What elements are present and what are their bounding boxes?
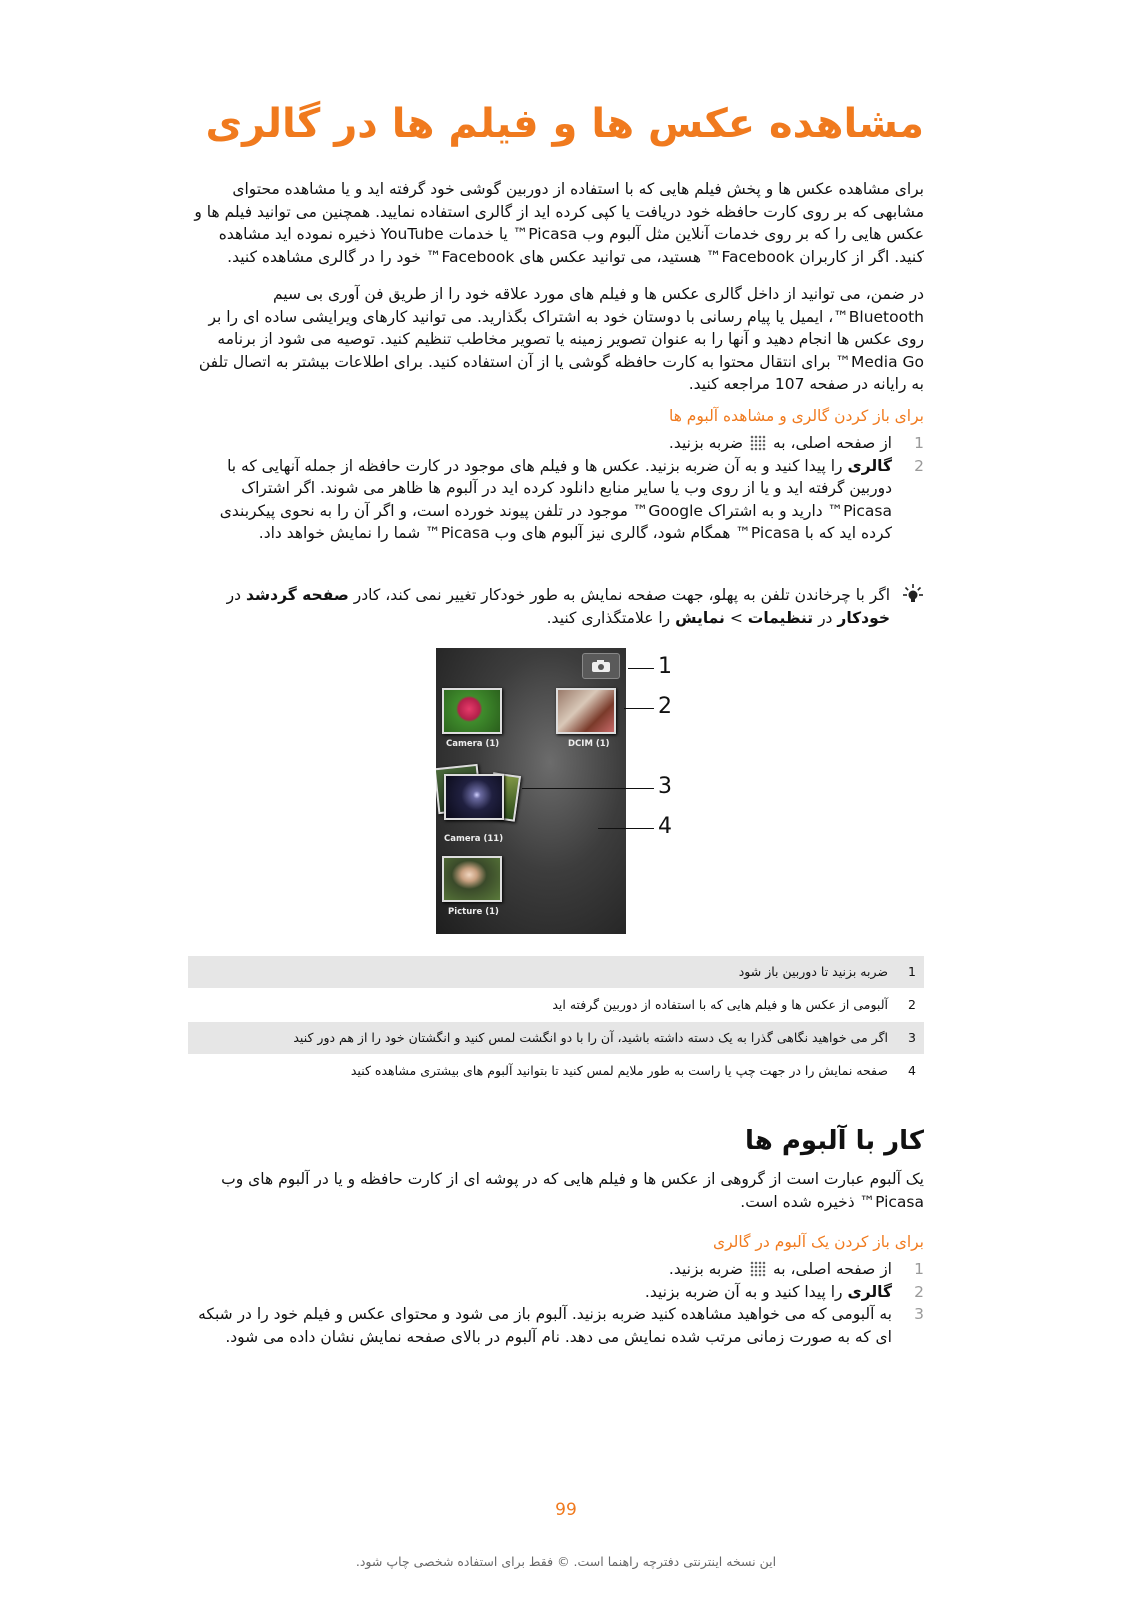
legend-number: 1	[908, 964, 916, 979]
app-grid-icon	[750, 1261, 766, 1277]
legend-row	[188, 955, 924, 988]
step-3	[186, 1303, 924, 1348]
album-thumbnail	[444, 774, 504, 820]
album-label: DCIM (1)	[568, 739, 610, 749]
tip-text: را علامتگذاری کنید.	[546, 608, 671, 627]
legend-row	[188, 1021, 924, 1054]
album-label: Camera (1)	[446, 739, 500, 749]
album-label: Camera (11)	[444, 834, 504, 844]
tip-bold: خودکار	[837, 608, 890, 627]
step-2	[186, 455, 924, 545]
gallery-keyword: گالری	[847, 456, 892, 475]
album-thumbnail	[556, 688, 616, 734]
step-text: ضربه بزنید.	[668, 1260, 744, 1278]
legend-text: ضربه بزنید تا دوربین باز شود	[738, 964, 888, 979]
step-text: به آلبومی که می خواهید مشاهده کنید ضربه بزنید. آلبوم باز می شود و محتوای عکس و فیلم خود را در شبکه ای که به صورت زمانی مرتب شده نمایش می دهد. نام آلبوم در بالای صفحه نمایش نشان داده می شود.	[198, 1305, 892, 1346]
section2-paragraph: یک آلبوم عبارت است از گروهی از عکس ها و فیلم هایی که در پوشه ای از کارت حافظه و یا در آلبوم های وب Picasa™ ذخیره شده است.	[221, 1170, 924, 1211]
legend-text: اگر می خواهید نگاهی گذرا به یک دسته داشته باشید، آن را با دو انگشت لمس کنید و انگشتان خود را از هم دور کنید	[293, 1030, 888, 1045]
legend-table	[188, 955, 924, 1087]
step-text: از صفحه اصلی، به	[772, 434, 892, 452]
album-picture[interactable]	[442, 856, 512, 934]
step-text: را پیدا کنید و به آن ضربه بزنید. عکس ها و فیلم های موجود در کارت حافظه از جمله آنهایی که با دوربین گرفته اید و یا از روی وب یا سایر منابع دانلود کرده اید در آلبوم ها ظاهر می شوند. اگر اشتراک Picasa™ دارید و به اشتراک Google™ موجود در تلفن پیوند خورده است، و اگر آن را به نحوی پیکربندی کرده اید که با Picasa™ همگام شود، گالری نیز آلبوم های وب Picasa™ شما را نمایش خواهد داد.	[219, 456, 892, 542]
legend-row	[188, 988, 924, 1021]
step-2	[186, 1281, 924, 1304]
section1-heading: برای باز کردن گالری و مشاهده آلبوم ها	[668, 407, 924, 425]
step-number: 3	[914, 1305, 924, 1323]
tip-text: اگر با چرخاندن تلفن به پهلو، جهت صفحه نمایش به طور خودکار تغییر نمی کند، کادر	[353, 586, 890, 604]
gallery-screenshot	[436, 648, 626, 934]
callout-line	[628, 668, 654, 669]
section1-steps	[186, 432, 924, 545]
step-number: 1	[914, 434, 924, 452]
step-number: 2	[914, 1282, 924, 1301]
album-label: Picture (1)	[448, 907, 499, 917]
section2-subheading: برای باز کردن یک آلبوم در گالری	[713, 1233, 924, 1251]
album-thumbnail	[442, 856, 502, 902]
step-number: 1	[914, 1260, 924, 1278]
app-grid-icon	[750, 435, 766, 451]
tip-text: در	[818, 608, 833, 627]
page-number: 99	[555, 1500, 577, 1520]
legend-text: آلبومی از عکس ها و فیلم هایی که با استفاده از دوربین گرفته اید	[552, 997, 888, 1012]
lightbulb-icon	[900, 582, 926, 608]
tip-separator: >	[729, 608, 743, 627]
step-1	[186, 432, 924, 455]
step-text: را پیدا کنید و به آن ضربه بزنید.	[644, 1282, 843, 1301]
intro-paragraph-2: در ضمن، می توانید از داخل گالری عکس ها و فیلم های مورد علاقه خود را از طریق فن آوری بی سیم Bluetooth™، ایمیل یا پیام رسانی با دوستان خود به اشتراک بگذارید. می توانید کارهای ویرایشی ساده ای را بر روی عکس ها انجام دهید و آنها را به عنوان تصویر زمینه یا تصویر مخاطب تنظیم کنید. توصیه می شود از برنامه Media Go™ برای انتقال محتوا به کارت حافظه گوشی یا از آن استفاده کنید. برای اطلاعات بیشتر به اتصال تلفن به رایانه در صفحه 107 مراجعه کنید.	[198, 285, 924, 393]
camera-button[interactable]	[582, 653, 620, 679]
step-1	[186, 1258, 924, 1281]
callout-1: 1	[658, 654, 672, 679]
camera-icon	[591, 659, 611, 673]
callout-3: 3	[658, 774, 672, 799]
legend-text: صفحه نمایش را در جهت چپ یا راست به طور ملایم لمس کنید تا بتوانید آلبوم های بیشتری مشاهده کنید	[350, 1063, 888, 1078]
tip-text: در	[226, 586, 241, 604]
step-text: ضربه بزنید.	[668, 434, 744, 452]
tip-note	[186, 584, 924, 629]
footer-note: این نسخه اینترنتی دفترچه راهنما است. © فقط برای استفاده شخصی چاپ شود.	[355, 1554, 777, 1569]
legend-number: 4	[908, 1063, 916, 1078]
legend-row	[188, 1054, 924, 1087]
album-camera-stack[interactable]	[436, 766, 526, 866]
gallery-keyword: گالری	[847, 1282, 892, 1301]
tip-bold: تنظیمات	[747, 608, 814, 627]
step-text: از صفحه اصلی، به	[772, 1260, 892, 1278]
album-thumbnail	[442, 688, 502, 734]
legend-number: 2	[908, 997, 916, 1012]
step-number: 2	[914, 456, 924, 475]
album-dcim[interactable]	[556, 688, 620, 768]
legend-number: 3	[908, 1030, 916, 1045]
callout-4: 4	[658, 814, 672, 839]
tip-bold: صفحه گردشد	[245, 586, 349, 604]
callout-2: 2	[658, 694, 672, 719]
callout-line	[624, 708, 654, 709]
callout-line	[598, 828, 654, 829]
album-camera[interactable]	[442, 688, 502, 768]
section2-heading: کار با آلبوم ها	[745, 1126, 924, 1156]
page-title: مشاهده عکس ها و فیلم ها در گالری	[205, 101, 924, 147]
tip-bold: نمایش	[675, 608, 725, 627]
intro-paragraph-1: برای مشاهده عکس ها و پخش فیلم هایی که با استفاده از دوربین گوشی خود گرفته اید و یا مشاهده محتوای مشابهی که بر روی کارت حافظه خود دریافت یا کپی کرده اید از گالری استفاده نمایید. همچنین می توانید فیلم ها و عکس هایی را که بر روی خدمات آنلاین مثل آلبوم وب Picasa™ یا خدمات YouTube ذخیره نموده اید مشاهده کنید. اگر از کاربران Facebook™ هستید، می توانید عکس های Facebook™ خود را در گالری مشاهده کنید.	[194, 180, 924, 266]
section2-steps	[186, 1258, 924, 1348]
callout-line	[522, 788, 654, 789]
